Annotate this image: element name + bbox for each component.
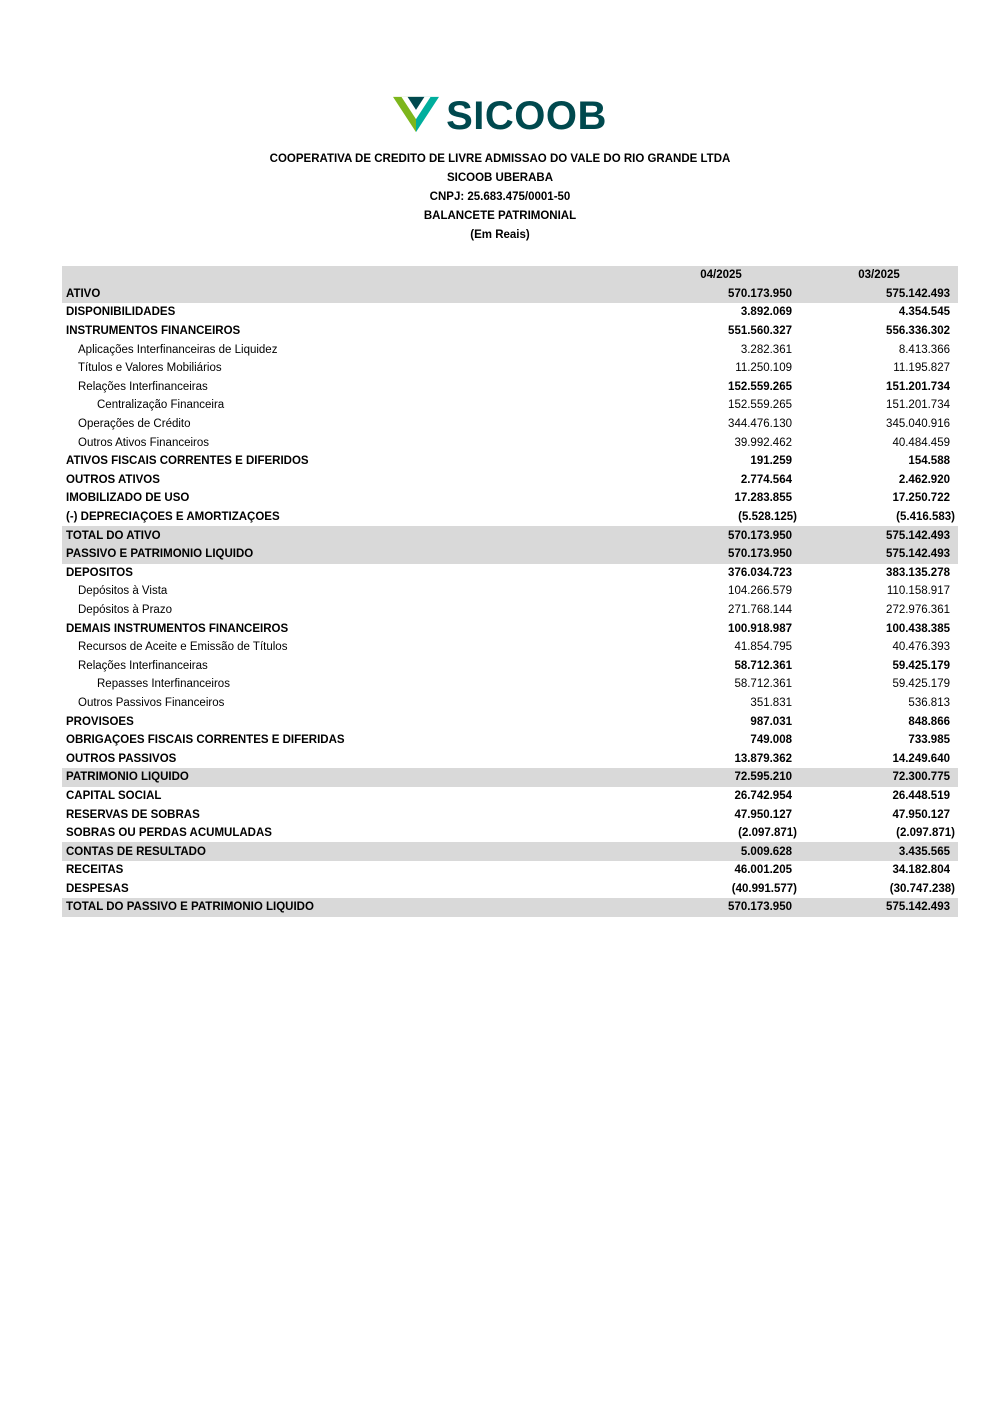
row-value-04-2025: (5.528.125) [738, 511, 797, 524]
table-row [62, 712, 958, 731]
row-label: (-) DEPRECIAÇÕES E AMORTIZAÇÕES [66, 511, 280, 524]
row-label: CONTAS DE RESULTADO [66, 845, 206, 858]
row-label: TOTAL DO ATIVO [66, 529, 161, 542]
report-title: BALANCETE PATRIMONIAL [423, 210, 577, 222]
row-value-04-2025: 551.560.327 [728, 325, 792, 338]
row-value-04-2025: 344.476.130 [728, 418, 792, 431]
balance-table [62, 266, 958, 917]
row-value-03-2025: 34.182.804 [892, 864, 950, 877]
row-value-03-2025: 345.040.916 [886, 418, 950, 431]
row-value-03-2025: 3.435.565 [898, 845, 950, 858]
row-value-04-2025: 987.031 [750, 715, 792, 728]
row-value-04-2025: 351.831 [750, 696, 792, 709]
table-row [62, 619, 958, 638]
table-body [62, 285, 958, 917]
row-label: Relações Interfinanceiras [78, 380, 208, 393]
row-label: RECEITAS [66, 864, 124, 877]
row-value-03-2025: 47.950.127 [892, 808, 950, 821]
row-value-03-2025: 848.866 [908, 715, 950, 728]
row-label: DESPESAS [66, 882, 129, 895]
row-label: Depósitos à Vista [78, 585, 168, 598]
sicoob-logo-icon [393, 96, 439, 136]
row-label: Títulos e Valores Mobiliários [78, 362, 222, 375]
table-row [62, 508, 958, 527]
row-value-04-2025: 58.712.361 [734, 678, 792, 691]
table-row [62, 842, 958, 861]
row-value-04-2025: 152.559.265 [728, 380, 792, 393]
row-value-03-2025: 17.250.722 [892, 492, 950, 505]
table-row [62, 768, 958, 787]
row-value-04-2025: 570.173.950 [728, 529, 792, 542]
row-label: ATIVO [66, 287, 101, 300]
row-label: Aplicações Interfinanceiras de Liquidez [78, 343, 278, 356]
row-value-03-2025: 575.142.493 [886, 548, 950, 561]
row-label: DISPONIBILIDADES [66, 306, 176, 319]
column-header-03-2025: 03/2025 [858, 269, 900, 282]
row-value-04-2025: 376.034.723 [728, 566, 792, 579]
row-value-04-2025: 11.250.109 [735, 362, 792, 375]
row-label: OUTROS ATIVOS [66, 473, 160, 486]
row-value-04-2025: 46.001.205 [734, 864, 792, 877]
row-label: DEPÓSITOS [66, 566, 133, 579]
table-row [62, 638, 958, 657]
row-value-03-2025: (2.097.871) [896, 827, 955, 840]
table-row [62, 656, 958, 675]
row-label: PASSIVO E PATRIMÔNIO LÍQUIDO [66, 548, 254, 561]
sicoob-logo [0, 0, 1000, 136]
table-row [62, 601, 958, 620]
currency-note: (Em Reais) [470, 229, 530, 241]
row-value-03-2025: 151.201.734 [886, 380, 950, 393]
row-value-04-2025: 2.774.564 [740, 473, 792, 486]
row-label: Recursos de Aceite e Emissão de Títulos [78, 641, 288, 654]
row-label: DEMAIS INSTRUMENTOS FINANCEIROS [66, 622, 289, 635]
row-value-03-2025: 59.425.179 [892, 659, 950, 672]
row-label: PATRIMÔNIO LÍQUIDO [66, 771, 189, 784]
row-value-04-2025: 39.992.462 [734, 436, 792, 449]
row-value-04-2025: 5.009.628 [740, 845, 792, 858]
row-label: OUTROS PASSIVOS [66, 752, 177, 765]
table-row [62, 731, 958, 750]
row-value-04-2025: 271.768.144 [728, 603, 792, 616]
table-row [62, 396, 958, 415]
row-value-03-2025: 575.142.493 [886, 287, 950, 300]
table-row [62, 675, 958, 694]
table-row [62, 471, 958, 490]
table-row [62, 564, 958, 583]
row-value-03-2025: 575.142.493 [886, 529, 950, 542]
row-value-03-2025: 11.195.827 [893, 362, 950, 375]
table-row [62, 694, 958, 713]
row-label: Depósitos à Prazo [78, 603, 172, 616]
row-label: Outros Passivos Financeiros [78, 696, 225, 709]
row-label: TOTAL DO PASSIVO E PATRIMÔNIO LÍQUIDO [66, 901, 314, 914]
row-value-04-2025: 570.173.950 [728, 901, 792, 914]
table-row [62, 545, 958, 564]
row-value-04-2025: 570.173.950 [728, 287, 792, 300]
row-label: INSTRUMENTOS FINANCEIROS [66, 325, 241, 338]
row-label: ATIVOS FISCAIS CORRENTES E DIFERIDOS [66, 455, 309, 468]
document-header [0, 150, 1000, 245]
row-label: SOBRAS OU PERDAS ACUMULADAS [66, 827, 272, 840]
row-label: Relações Interfinanceiras [78, 659, 208, 672]
row-value-03-2025: 2.462.920 [898, 473, 950, 486]
row-value-03-2025: 272.976.361 [886, 603, 950, 616]
table-header-row [62, 266, 958, 285]
column-header-04-2025: 04/2025 [700, 269, 742, 282]
table-row [62, 898, 958, 917]
row-label: OBRIGAÇÕES FISCAIS CORRENTES E DIFERIDAS [66, 734, 345, 747]
row-value-03-2025: 556.336.302 [886, 325, 950, 338]
row-label: Centralização Financeira [97, 399, 225, 412]
table-row [62, 526, 958, 545]
row-value-04-2025: 152.559.265 [728, 399, 792, 412]
row-value-03-2025: 154.588 [908, 455, 950, 468]
row-label: IMOBILIZADO DE USO [66, 492, 190, 505]
table-row [62, 805, 958, 824]
row-value-04-2025: 26.742.954 [734, 789, 792, 802]
row-label: Outros Ativos Financeiros [78, 436, 210, 449]
row-value-04-2025: 41.854.795 [734, 641, 792, 654]
row-label: PROVISÕES [66, 715, 134, 728]
row-value-03-2025: (5.416.583) [896, 511, 955, 524]
table-row [62, 452, 958, 471]
row-value-04-2025: 58.712.361 [734, 659, 792, 672]
table-row [62, 824, 958, 843]
row-value-04-2025: 3.892.069 [740, 306, 792, 319]
table-row [62, 489, 958, 508]
table-row [62, 749, 958, 768]
row-value-03-2025: 383.135.278 [886, 566, 950, 579]
row-value-04-2025: 100.918.987 [728, 622, 792, 635]
table-row [62, 582, 958, 601]
row-value-03-2025: (30.747.238) [889, 882, 955, 895]
row-value-03-2025: 575.142.493 [886, 901, 950, 914]
table-row [62, 285, 958, 304]
table-row [62, 340, 958, 359]
table-row [62, 378, 958, 397]
row-value-03-2025: 72.300.775 [892, 771, 950, 784]
table-row [62, 415, 958, 434]
row-value-03-2025: 40.476.393 [892, 641, 950, 654]
table-row [62, 787, 958, 806]
cnpj-line: CNPJ: 25.683.475/0001-50 [429, 191, 571, 203]
row-value-04-2025: 72.595.210 [734, 771, 792, 784]
row-value-03-2025: 26.448.519 [892, 789, 950, 802]
branch-name: SICOOB UBERABA [446, 172, 554, 184]
row-value-04-2025: 47.950.127 [734, 808, 792, 821]
table-row [62, 359, 958, 378]
row-value-03-2025: 733.985 [908, 734, 950, 747]
row-value-03-2025: 40.484.459 [892, 436, 950, 449]
table-row [62, 303, 958, 322]
row-label: Operações de Crédito [78, 418, 191, 431]
row-label: RESERVAS DE SOBRAS [66, 808, 200, 821]
row-value-04-2025: 191.259 [750, 455, 792, 468]
row-value-04-2025: 570.173.950 [728, 548, 792, 561]
company-name: COOPERATIVA DE CREDITO DE LIVRE ADMISSAO DO VALE DO RIO GRANDE LTDA [269, 153, 731, 165]
row-label: Repasses Interfinanceiros [97, 678, 230, 691]
row-value-04-2025: 13.879.362 [734, 752, 792, 765]
row-value-03-2025: 110.158.917 [886, 585, 950, 598]
row-value-04-2025: 3.282.361 [740, 343, 792, 356]
row-value-03-2025: 4.354.545 [898, 306, 950, 319]
row-value-03-2025: 59.425.179 [892, 678, 950, 691]
table-row [62, 861, 958, 880]
table-row [62, 433, 958, 452]
row-value-03-2025: 100.438.385 [886, 622, 950, 635]
table-row [62, 880, 958, 899]
table-row [62, 322, 958, 341]
row-value-03-2025: 536.813 [908, 696, 950, 709]
row-value-03-2025: 14.249.640 [892, 752, 950, 765]
row-label: CAPITAL SOCIAL [66, 789, 162, 802]
row-value-03-2025: 151.201.734 [886, 399, 950, 412]
row-value-04-2025: (2.097.871) [738, 827, 797, 840]
sicoob-logo-text: SICOOB [446, 94, 607, 138]
row-value-04-2025: 17.283.855 [734, 492, 792, 505]
row-value-03-2025: 8.413.366 [898, 343, 950, 356]
row-value-04-2025: 104.266.579 [728, 585, 792, 598]
row-value-04-2025: 749.008 [750, 734, 792, 747]
row-value-04-2025: (40.991.577) [731, 882, 797, 895]
